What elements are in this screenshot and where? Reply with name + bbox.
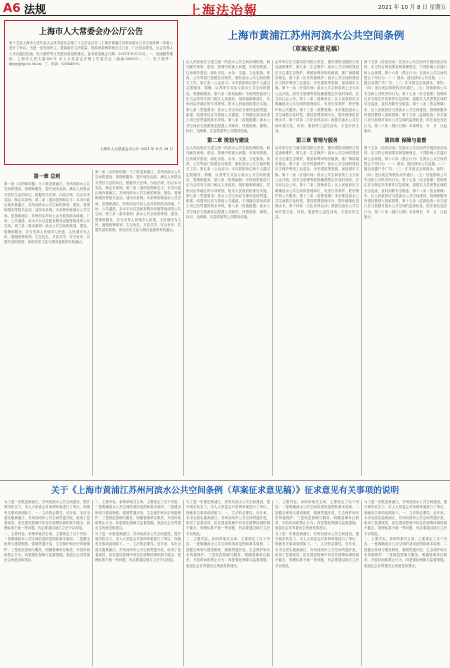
column-divider [272,60,273,476]
column-text: 为了进一步推进黄浦江、苏州河滨水公共空间建设，提升城市软实力，市人大常委会对条例草案进行了审议，现就有关事项说明如下。一、立法的必要性。近年来，本市全面实施黄浦江、苏州河两岸公共空间贯通开放，取得了显著成效，但在建设管理中仍存在统筹协调机制不健全、管理标准不统一等问题，有必要通过地方立法予以规范。 [364,500,447,536]
notice-body: 第十五届上海市人民代表大会常务委员会第三十五次会议对《上海市黄浦江苏州河滨水公共空间条例（草案）》进行了审议。为进一步发扬民主，提高地方立法质量，现将该条例草案全文公布，广泛征求意见。社会各界人士可以通过信函、电子邮件等方式提出意见和建议。征求意见截止日期：2021年10月13日。一、信函邮寄地址：上海市人民大道200号 市人大常委会法制工作委员会（邮编200003）；二、电子邮件：fgsyy@spcsc.sh.cn；三、传真：63584599。 [9,41,173,67]
column-text: 第一条（目的和依据）为了推进黄浦江、苏州河滨水公共空间的建设、管理和服务，提升城市品质，满足人民群众对美好生活的向往，根据有关法律、行政法规，结合本市实际，制定本条例。第二条（适用范围和定义）本市行政区域内黄浦江、苏州河滨水公共空间的规划、建设、管理和服务等相关活动，适用本条例。本条例所称滨水公共空间，是指黄浦江、苏州河沿岸向公众开放的滨水绿地、广场、公共通道、亲水平台以及配套服务设施等组成的公共空间。第三条（基本原则）滨水公共空间的规划、建设、管理和服务，应当坚持人民城市人民建、人民城市为人民，遵循统筹规划、生态优先、开放共享、安全有序、共建共治的原则，体现历史文化与城市更新的有机融合。 [4,182,90,245]
explanation-column-1 [4,500,90,666]
issue-date: 2021 年 10 月 8 日 星期五 [378,5,446,11]
chapter-heading: 第三章 管理与服务 [296,138,338,145]
chapter-heading: 第四章 保障与监督 [384,138,427,145]
column-text: 为了进一步推进黄浦江、苏州河滨水公共空间建设，提升城市软实力，市人大常委会对条例草案进行了审议，现就有关事项说明如下。一、立法的必要性。近年来，本市全面实施黄浦江、苏州河两岸公共空间贯通开放，取得了显著成效，但在建设管理中仍存在统筹协调机制不健全、管理标准不统一等问题，有必要通过地方立法予以规范。 [275,531,359,568]
column-text: 为了进一步推进黄浦江、苏州河滨水公共空间建设，提升城市软实力，市人大常委会对条例草案进行了审议，现就有关事项说明如下。一、立法的必要性。近年来，本市全面实施黄浦江、苏州河两岸公共空间贯通开放，取得了显著成效，但在建设管理中仍存在统筹协调机制不健全、管理标准不统一等问题，有必要通过地方立法予以规范。 [186,500,270,536]
column-text: 沿岸单位应当落实防汛防台责任，做好堤防设施的日常巡查和维护。第九条（生态保护）滨水公共空间的建设应当注重生态保护，保留和利用现有植被，推广海绵城市理念。第十条（历史风貌保护）滨水公共空间的建设应当保护利用工业遗存、历史建筑等资源，延续城市文脉。第十一条（开放时间）滨水公共空间原则上全天向公众开放。因安全管理等原因确需限定开放时间的，应当向社会公布。第十二条（管理单位）区人民政府应当明确滨水公共空间的管理单位，负责日常养护、秩序维护和公共服务。第十三条（智慧管理）本市推进滨水公共空间数字化转型，建设智慧管理平台，提升精细化管理水平。第十四条（文化体育活动）鼓励在滨水公共空间开展文化、体育、旅游等公益性活动，丰富市民生活。 [275,146,359,220]
text-column-4 [275,60,359,476]
column-divider [183,500,184,666]
explanation-title: 关于《上海市黄浦江苏州河滨水公共空间条例（草案征求意见稿）》征求意见有关事项的说明 [50,486,400,496]
column-text: 为了进一步推进黄浦江、苏州河滨水公共空间建设，提升城市软实力，市人大常委会对条例草案进行了审议，现就有关事项说明如下。一、立法的必要性。近年来，本市全面实施黄浦江、苏州河两岸公共空间贯通开放，取得了显著成效，但在建设管理中仍存在统筹协调机制不健全、管理标准不统一等问题，有必要通过地方立法予以规范。 [4,500,90,531]
explanation-column-5 [364,500,447,666]
column-divider [183,60,184,476]
column-text: 二、主要内容。条例草案共五章，主要规定了以下内容：一是明确滨水公共空间的适用范围和基本原则；二是健全规划与建设制度，强调贯通开放、生态保护和历史风貌保护；三是规范管理与服务，明确管理单位职责、开放时间和禁止行为；四是强化保障与监督措施。欢迎社会各界提出宝贵意见和建议。 [275,500,359,531]
column-text: 二、主要内容。条例草案共五章，主要规定了以下内容：一是明确滨水公共空间的适用范围和基本原则；二是健全规划与建设制度，强调贯通开放、生态保护和历史风貌保护；三是规范管理与服务，明确管理单位职责、开放时间和禁止行为；四是强化保障与监督措施。欢迎社会各界提出宝贵意见和建议。 [186,537,270,568]
section-separator [0,480,450,481]
article-title: 上海市黄浦江苏州河滨水公共空间条例 [227,30,405,42]
text-column-5 [364,60,447,476]
column-text: 二、主要内容。条例草案共五章，主要规定了以下内容：一是明确滨水公共空间的适用范围和基本原则；二是健全规划与建设制度，强调贯通开放、生态保护和历史风貌保护；三是规范管理与服务，明确管理单位职责、开放时间和禁止行为；四是强化保障与监督措施。欢迎社会各界提出宝贵意见和建议。 [364,537,447,568]
column-divider [92,500,93,666]
column-divider [272,500,273,666]
chapter-heading: 第一章 总则 [33,174,61,180]
chapter-heading: 第二章 规划与建设 [207,138,249,145]
column-divider [361,60,362,476]
text-column-3 [186,60,270,476]
column-text: 为了进一步推进黄浦江、苏州河滨水公共空间建设，提升城市软实力，市人大常委会对条例草案进行了审议，现就有关事项说明如下。一、立法的必要性。近年来，本市全面实施黄浦江、苏州河两岸公共空间贯通开放，取得了显著成效，但在建设管理中仍存在统筹协调机制不健全、管理标准不统一等问题，有必要通过地方立法予以规范。 [95,531,181,563]
notice-box [4,20,178,165]
column-text: 区人民政府应当建立统一的滨水公共空间协调机制，研究解决规划、建设、管理中的重大问题。市规划资源、住房城乡建设、绿化市容、水务、交通、文化旅游、体育、公安等部门按照各自职责，做好滨水公共空间的相关工作。第五条（公众参与）本市鼓励单位和个人通过志愿服务、捐赠、认养等方式参与滨水公共空间的建设、管理和服务。第六条（规划编制）市规划资源部门应当会同有关部门和区人民政府，组织编制黄浦江、苏州河沿岸地区的专项规划，报市人民政府批准后实施。第七条（贯通要求）滨水公共空间应当保持连续贯通。新建、改建项目应当预留公共通道，不得擅自封闭或者占用已经贯通的滨水岸线。第八条（设施配置）滨水公共空间应当按照规定配置公共厕所、休憩座椅、照明、标识、无障碍、应急救援等公共服务设施。 [186,60,270,133]
text-column-1 [4,170,90,476]
column-text: 第十五条（经营活动）在滨水公共空间内开展经营活动的，应当符合规划要求和管理规定，不得影响公共通行和公众休憩。第十六条（禁止行为）在滨水公共空间内禁止下列行为：（一）损坏、擅自移动公共设施；（二）擅自设置户外广告；（三）在非指定区域游泳、垂钓；（四）违反规定驾驶机动车通行；（五）其他影响公共安全和公共秩序的行为。第十七条（安全管理）管理单位应当制定突发事件应急预案，加强对人员密集区域的安全巡查，及时消除安全隐患。第十八条（资金保障）市、区人民政府应当将滨水公共空间建设、管理和服务所需经费纳入财政预算。第十九条（监督检查）有关部门应当加强对滨水公共空间的监督检查，依法查处违法行为。第二十条（施行日期）本条例自 年 月 日起施行。 [364,146,447,220]
column-text: 二、主要内容。条例草案共五章，主要规定了以下内容：一是明确滨水公共空间的适用范围和基本原则；二是健全规划与建设制度，强调贯通开放、生态保护和历史风貌保护；三是规范管理与服务，明确管理单位职责、开放时间和禁止行为；四是强化保障与监督措施。欢迎社会各界提出宝贵意见和建议。 [4,531,90,563]
article-subtitle: （草案征求意见稿） [288,46,343,53]
page-header [0,0,450,19]
section-name: 法规 [24,3,46,16]
column-text: 二、主要内容。条例草案共五章，主要规定了以下内容：一是明确滨水公共空间的适用范围和基本原则；二是健全规划与建设制度，强调贯通开放、生态保护和历史风貌保护；三是规范管理与服务，明确管理单位职责、开放时间和禁止行为；四是强化保障与监督措施。欢迎社会各界提出宝贵意见和建议。 [95,500,181,531]
text-column-2 [95,170,181,476]
column-text: 区人民政府应当建立统一的滨水公共空间协调机制，研究解决规划、建设、管理中的重大问题。市规划资源、住房城乡建设、绿化市容、水务、交通、文化旅游、体育、公安等部门按照各自职责，做好滨水公共空间的相关工作。第五条（公众参与）本市鼓励单位和个人通过志愿服务、捐赠、认养等方式参与滨水公共空间的建设、管理和服务。第六条（规划编制）市规划资源部门应当会同有关部门和区人民政府，组织编制黄浦江、苏州河沿岸地区的专项规划，报市人民政府批准后实施。第七条（贯通要求）滨水公共空间应当保持连续贯通。新建、改建项目应当预留公共通道，不得擅自封闭或者占用已经贯通的滨水岸线。第八条（设施配置）滨水公共空间应当按照规定配置公共厕所、休憩座椅、照明、标识、无障碍、应急救援等公共服务设施。 [186,146,270,220]
explanation-column-2 [95,500,181,666]
column-divider [92,170,93,476]
explanation-column-3 [186,500,270,666]
column-text: 沿岸单位应当落实防汛防台责任，做好堤防设施的日常巡查和维护。第九条（生态保护）滨水公共空间的建设应当注重生态保护，保留和利用现有植被，推广海绵城市理念。第十条（历史风貌保护）滨水公共空间的建设应当保护利用工业遗存、历史建筑等资源，延续城市文脉。第十一条（开放时间）滨水公共空间原则上全天向公众开放。因安全管理等原因确需限定开放时间的，应当向社会公布。第十二条（管理单位）区人民政府应当明确滨水公共空间的管理单位，负责日常养护、秩序维护和公共服务。第十三条（智慧管理）本市推进滨水公共空间数字化转型，建设智慧管理平台，提升精细化管理水平。第十四条（文化体育活动）鼓励在滨水公共空间开展文化、体育、旅游等公益性活动，丰富市民生活。 [275,60,359,133]
column-divider [361,500,362,666]
column-text: 第十五条（经营活动）在滨水公共空间内开展经营活动的，应当符合规划要求和管理规定，不得影响公共通行和公众休憩。第十六条（禁止行为）在滨水公共空间内禁止下列行为：（一）损坏、擅自移动公共设施；（二）擅自设置户外广告；（三）在非指定区域游泳、垂钓；（四）违反规定驾驶机动车通行；（五）其他影响公共安全和公共秩序的行为。第十七条（安全管理）管理单位应当制定突发事件应急预案，加强对人员密集区域的安全巡查，及时消除安全隐患。第十八条（资金保障）市、区人民政府应当将滨水公共空间建设、管理和服务所需经费纳入财政预算。第十九条（监督检查）有关部门应当加强对滨水公共空间的监督检查，依法查处违法行为。第二十条（施行日期）本条例自 年 月 日起施行。 [364,60,447,133]
masthead-logo: 上海法治報 [188,4,259,19]
notice-title: 上海市人大常委会办公厅公告 [39,26,143,36]
column-text: 第一条（目的和依据）为了推进黄浦江、苏州河滨水公共空间的建设、管理和服务，提升城市品质，满足人民群众对美好生活的向往，根据有关法律、行政法规，结合本市实际，制定本条例。第二条（适用范围和定义）本市行政区域内黄浦江、苏州河滨水公共空间的规划、建设、管理和服务等相关活动，适用本条例。本条例所称滨水公共空间，是指黄浦江、苏州河沿岸向公众开放的滨水绿地、广场、公共通道、亲水平台以及配套服务设施等组成的公共空间。第三条（基本原则）滨水公共空间的规划、建设、管理和服务，应当坚持人民城市人民建、人民城市为人民，遵循统筹规划、生态优先、开放共享、安全有序、共建共治的原则，体现历史文化与城市更新的有机融合。 [95,170,181,233]
notice-signature: 上海市人大常委会办公厅 2021 年 9 月 28 日 [99,147,173,151]
page-number: A6 [3,1,21,15]
explanation-column-4 [275,500,359,666]
